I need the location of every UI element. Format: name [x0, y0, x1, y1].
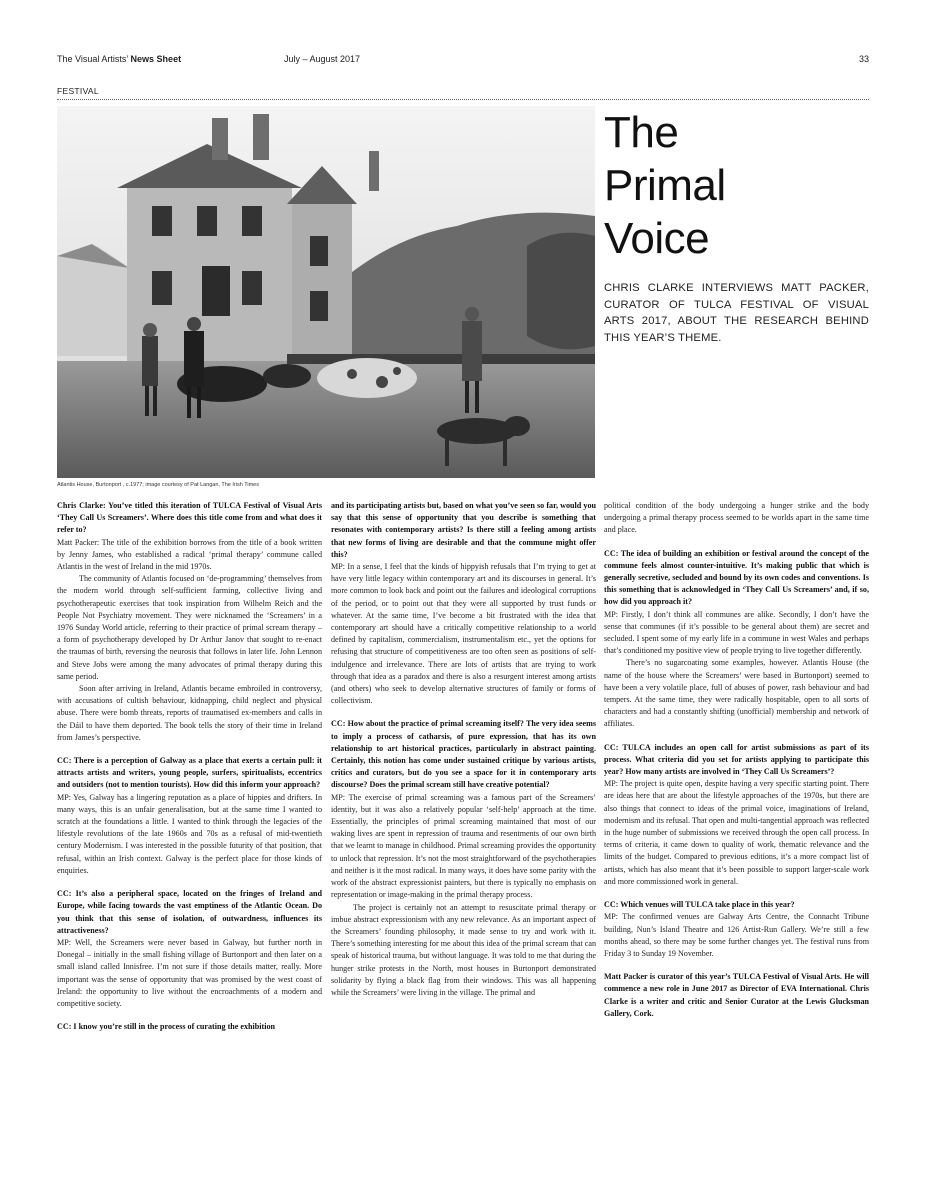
question-paragraph: CC: The idea of building an exhibition or festival around the concept of the commune feels almost counter-intuitive. It’s making public that which is generally secretive, secluded and bound by its own codes and conventions. Is this something that is acknowledged in ‘They Call Us Screamers’ and, if so, how did you approach it?	[604, 548, 869, 607]
answer-paragraph: MP: In a sense, I feel that the kinds of hippyish refusals that I’m trying to get at have very little legacy within contemporary art and its discourses in general. It’s more common to look back and point out the failures and ideological corruptions of the period, or to point out that they were all supported by trust funds or whatever. At the same time, I’ve become a bit frustrated with the idea that contemporary art should have a critically competitive relationship to a world defined by capitalism, commercialism, instrumentalism etc., yet the options for refusing that structure of competitiveness are too often seen as positions of self-indulgence and irrelevance. There are lots of artists that are trying to work through that idea as a paradox and there is also a resurgent interest among artists (and others) who seek to develop alternative structures of family or forms of collectivism.	[331, 562, 596, 706]
question-paragraph: Chris Clarke: You’ve titled this iteration of TULCA Festival of Visual Arts ‘They Call Us Screamers’. Where does this title come from and what does it refer to?	[57, 501, 322, 535]
question-paragraph: and its participating artists but, based on what you’ve seen so far, would you say that this sense of opportunity that you describe is something that resonates with contemporary artists? Is there still a feeling among artists that new forms of living are desirable and that the commune might offer this?	[331, 501, 596, 559]
question-paragraph: CC: How about the practice of primal screaming itself? The very idea seems to imply a process of catharsis, of pure expression, that has its own relationship to art historical practices, particularly in abstract painting. Certainly, this notion has come under sustained critique by various artists, critics and curators, but do you see a space for it in contemporary arts discourse? Does the primal scream still have creative potential?	[331, 719, 596, 790]
text-column-3	[604, 500, 869, 1020]
question-paragraph: CC: I know you’re still in the process of curating the exhibition	[57, 1022, 276, 1032]
title-line-2: Primal	[604, 161, 726, 210]
body-paragraph: political condition of the body undergoing a hunger strike and the body undergoing a primal therapy process seemed to be worlds apart in the same time and place.	[604, 501, 869, 535]
page-header	[57, 54, 869, 68]
issue-date: July – August 2017	[284, 54, 361, 64]
question-paragraph: CC: There is a perception of Galway as a place that exerts a certain pull: it attracts artists and writers, young people, surfers, spiritualists, eccentrics and outsiders (not to mention tourists). How did this inform your approach?	[57, 756, 322, 790]
article-photo	[57, 106, 595, 478]
page-number: 33	[858, 54, 869, 64]
author-bio: Matt Packer is curator of this year’s TULCA Festival of Visual Arts. He will commence a new role in June 2017 as Director of EVA International. Chris Clarke is a writer and critic and Senior Curator at the Lewis Glucksman Gallery, Cork.	[604, 972, 869, 1018]
publication-prefix: The Visual Artists’	[57, 54, 129, 64]
section-label: FESTIVAL	[57, 86, 99, 96]
question-paragraph: CC: It’s also a peripheral space, located on the fringes of Ireland and Europe, while facing towards the vast emptiness of the Atlantic Ocean. Do you think that this sense of isolation, of outwardness, influences its attractiveness?	[57, 889, 322, 935]
answer-paragraph: Matt Packer: The title of the exhibition borrows from the title of a book written by Jenny James, who established a radical ‘primal therapy’ commune called Atlantis in the west of Ireland in the mid 1970s.	[57, 537, 322, 572]
body-paragraph: There’s no sugarcoating some examples, however. Atlantis House (the name of the house where the Screamers’ were based in Burtonport) seemed to have been a very volatile place, full of abuses of power, rash behaviour and bad tempers. At the same time, they were radically hospitable, open to all sorts of characters and had a constantly shifting (unofficial) membership and network of affiliates.	[604, 658, 869, 729]
photo-caption: Atlantis House, Burtonport , c.1977; image courtesy of Pat Langan, The Irish Times	[57, 482, 259, 488]
answer-paragraph: MP: Firstly, I don’t think all communes are alike. Secondly, I don’t have the sense that communes (if it’s possible to be general about them) are secret and secluded. I spent some of my early life in a commune in west Wales and perhaps that’s conditioned my positive view of people trying to live together differently.	[604, 609, 869, 656]
publication-name	[57, 54, 181, 64]
article-title	[604, 106, 869, 265]
article-standfirst: CHRIS CLARKE INTERVIEWS MATT PACKER, CURATOR OF TULCA FESTIVAL OF VISUAL ARTS 2017, ABOUT THE RESEARCH BEHIND THIS YEAR’S THEME.	[604, 282, 869, 344]
answer-paragraph: MP: The confirmed venues are Galway Arts Centre, the Connacht Tribune building, Nun’s Island Theatre and 126 Artist-Run Gallery. We’re still a few months ahead, so there may be some further changes yet. The festival runs from Friday 3 to Sunday 19 November.	[604, 912, 869, 958]
answer-paragraph: MP: The project is quite open, despite having a very specific starting point. There are ideas here that are about the lifestyle approaches of the 1970s, but there are also things that connect to ideas of the primal voice, imaginations of Ireland, modernism and its refusal. That open and multi-tangential approach was reflected in the huge number of submissions we received through the open call process. In terms of criteria, it came down to quality of work, thematic relevance and the limits of the budget. Compared to previous editions, it’s a more compact list of artists, which has also meant that it’s been possible to support larger-scale work and more commissioned work in general.	[604, 779, 869, 886]
body-paragraph: The project is certainly not an attempt to resuscitate primal therapy or imbue abstract expressionism with any new relevance. As an important aspect of the Screamers’ founding philosophy, it made sense to try and work with it. There’s something interesting for me about this idea of the primal scream that can speak of historical trauma, but without language. It was told to me that during the hunger strike protests in the North, most houses in Burtonport demonstrated solidarity by flying a black flag from their windows. This was all happening while the Screamers’ were living in the village. The primal and	[331, 902, 596, 997]
question-paragraph: CC: Which venues will TULCA take place in this year?	[604, 900, 795, 910]
title-line-1: The	[604, 108, 679, 157]
atlantis-house-photo	[57, 106, 595, 478]
title-line-3: Voice	[604, 214, 710, 263]
question-paragraph: CC: TULCA includes an open call for artist submissions as part of its process. What criteria did you set for artists applying to participate this year? How many artists are involved in ‘They Call Us Screamers’?	[604, 742, 869, 777]
answer-paragraph: MP: Well, the Screamers were never based in Galway, but further north in Donegal – initially in the small fishing village of Burtonport and then later on a small island called Innisfree. I’m not sure if those details matter, really. More important was the sense of opportunity that was promised by the west coast of Ireland: the opportunity to live without the encroachments of a modern and competitive society.	[57, 937, 322, 1008]
body-paragraph: The community of Atlantis focused on ‘de-programming’ themselves from the modern world through self-sufficient farming, collective living and psychotherapeutic exercises that took inspiration from Wilhelm Reich and the People Not Psychiatry movement. They were nicknamed the ‘Screamers’ in a 1976 Sunday World article, referring to their practice of primal scream therapy – a form of psychotherapy developed by Dr Arthur Janov that sought to re-enact the traumas of birth, reversing the neurosis that follows in later life. John Lennon and Steve Jobs were among the many advocates of primal therapy during this same period.	[57, 574, 322, 681]
text-column-1	[57, 500, 322, 1033]
publication-title-bold: News Sheet	[130, 54, 182, 64]
body-paragraph: Soon after arriving in Ireland, Atlantis became embroiled in controversy, with accusations of cultish behaviour, kidnapping, child neglect and physical abuse. There were bomb threats, reports of traumatised ex-members and calls in the Dáil to have them deported. The book tells the story of their time in Ireland from James’s perspective.	[57, 684, 322, 742]
text-column-2	[331, 500, 596, 999]
header-divider	[57, 99, 869, 100]
answer-paragraph: MP: The exercise of primal screaming was a famous part of the Screamers’ identity, but it was also a relatively popular ‘self-help’ approach at the time. Essentially, the principles of primal screaming maintained that most of our waking lives are spent in repression of trauma and resentments of our own birth that we learnt to manage in childhood. Primal screaming provides the opportunity to unlock that repression. It’s not the most straightforward of the psychotherapies and neither is it the most radical. In many ways, it does have some parity with the work of the abstract expressionist painters, but there is typically no emphasis on representation or image-making in the primal therapy process.	[331, 792, 596, 900]
answer-paragraph: MP: Yes, Galway has a lingering reputation as a place of hippies and drifters. In many ways, this is an unfair generalisation, but at the same time I wanted to scratch at the foundations a little. I wanted to think through the legacies of the lifestyle revolutions of the late 1960s and 70s as a refusal of mid-twentieth century Modernism. I was interested in the possible futurity of that position, that refusal, within an Irish context. Galway is the perfect place for those kinds of enquiries.	[57, 792, 322, 875]
